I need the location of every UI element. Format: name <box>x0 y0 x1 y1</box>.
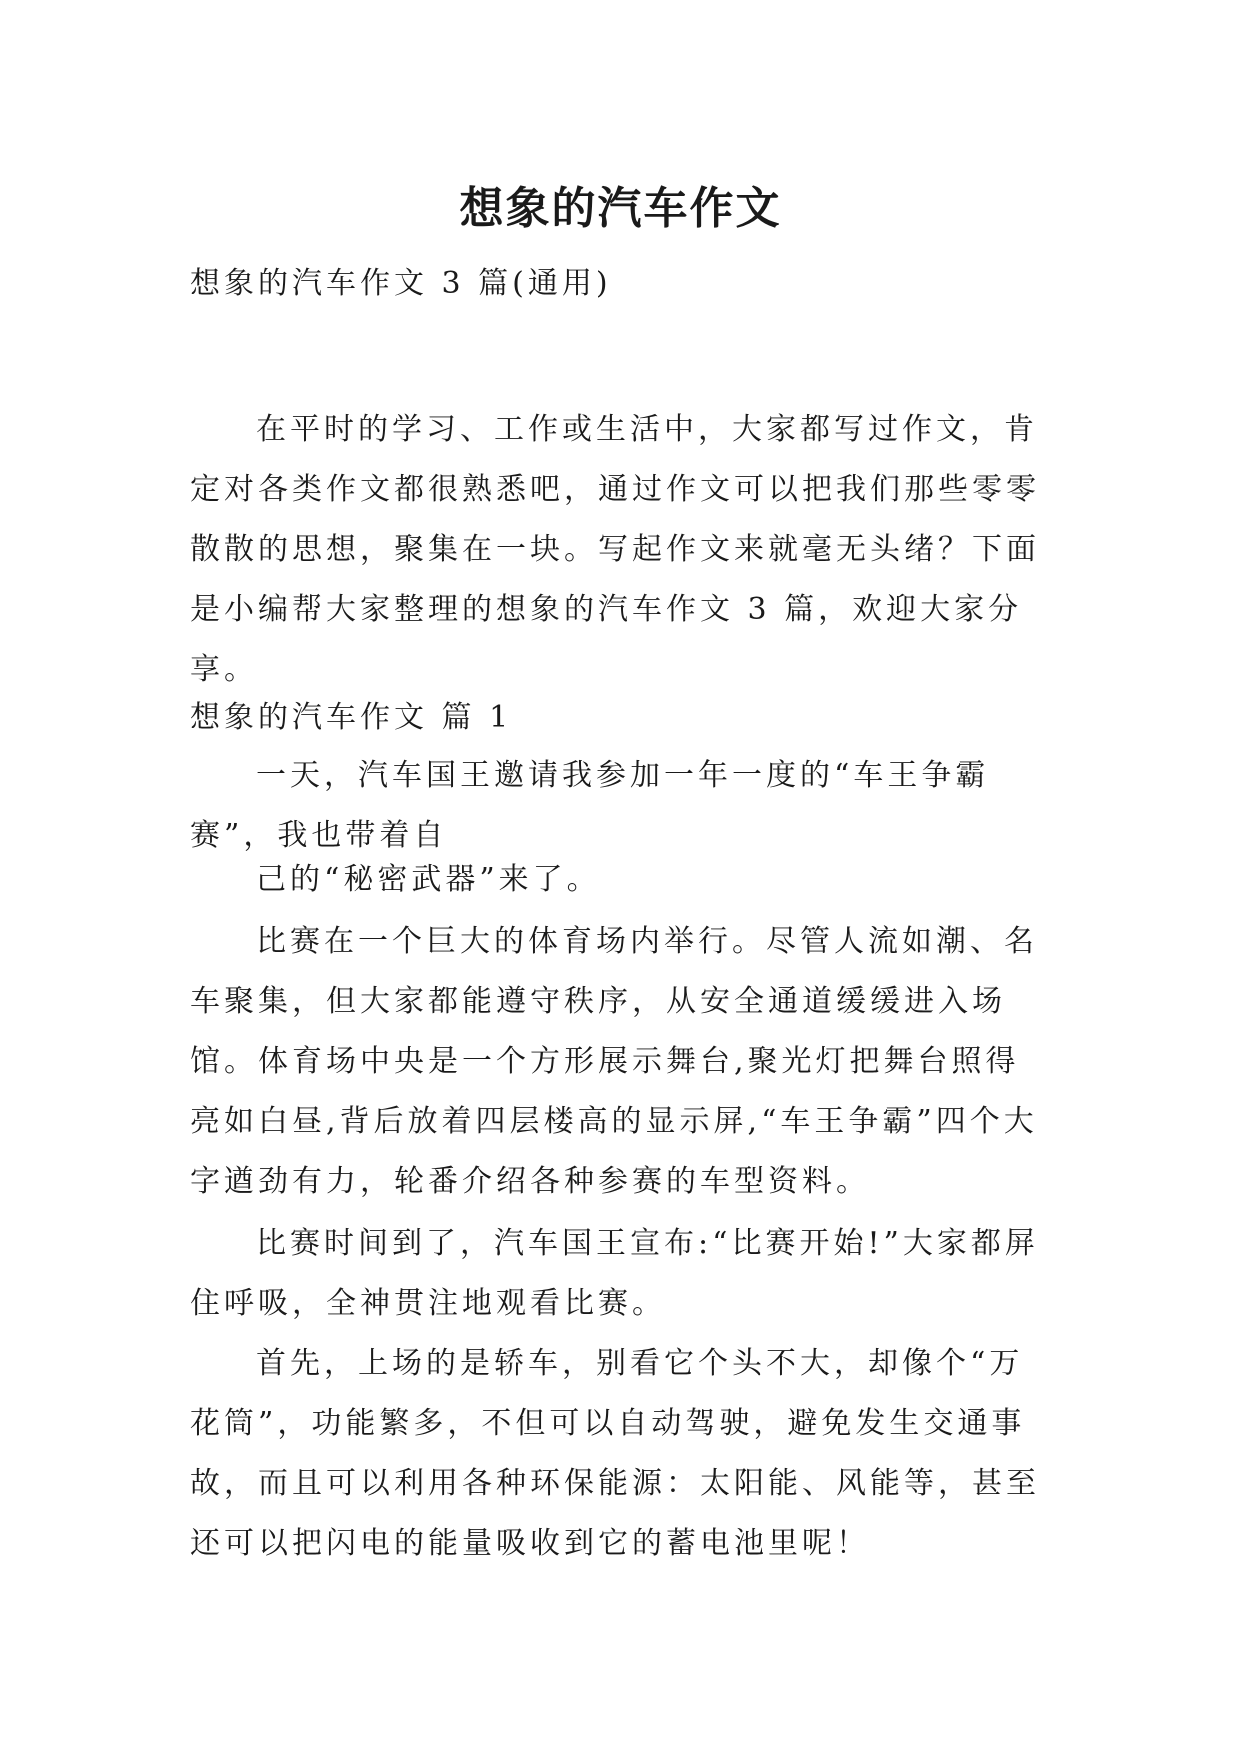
intro-paragraph: 在平时的学习、工作或生活中，大家都写过作文，肯定对各类作文都很熟悉吧，通过作文可以把我们那些零零散散的思想，聚集在一块。写起作文来就毫无头绪？下面是小编帮大家整理的想象的汽车作文 3 篇，欢迎大家分享。 <box>190 412 1040 687</box>
body-paragraph: 首先，上场的是轿车，别看它个头不大，却像个“万花筒”，功能繁多，不但可以自动驾驶，避免发生交通事故，而且可以利用各种环保能源：太阳能、风能等，甚至还可以把闪电的能量吸收到它的蓄电池里呢！ <box>190 1346 1040 1561</box>
body-paragraph: 比赛时间到了，汽车国王宣布:“比赛开始!”大家都屏住呼吸，全神贯注地观看比赛。 <box>190 1226 1039 1321</box>
document-title: 想象的汽车作文 <box>459 183 782 235</box>
body-paragraph: 比赛在一个巨大的体育场内举行。尽管人流如潮、名车聚集，但大家都能遵守秩序，从安全通道缓缓进入场馆。体育场中央是一个方形展示舞台,聚光灯把舞台照得亮如白昼,背后放着四层楼高的显示屏,“车王争霸”四个大字遒劲有力，轮番介绍各种参赛的车型资料。 <box>190 924 1038 1199</box>
body-paragraph: 一天，汽车国王邀请我参加一年一度的“车王争霸赛”，我也带着自 <box>190 758 990 853</box>
body-paragraph: 己的“秘密武器”来了。 <box>256 862 601 897</box>
document-subtitle: 想象的汽车作文 3 篇(通用) <box>190 266 612 301</box>
section-title: 想象的汽车作文 篇 1 <box>190 700 513 735</box>
